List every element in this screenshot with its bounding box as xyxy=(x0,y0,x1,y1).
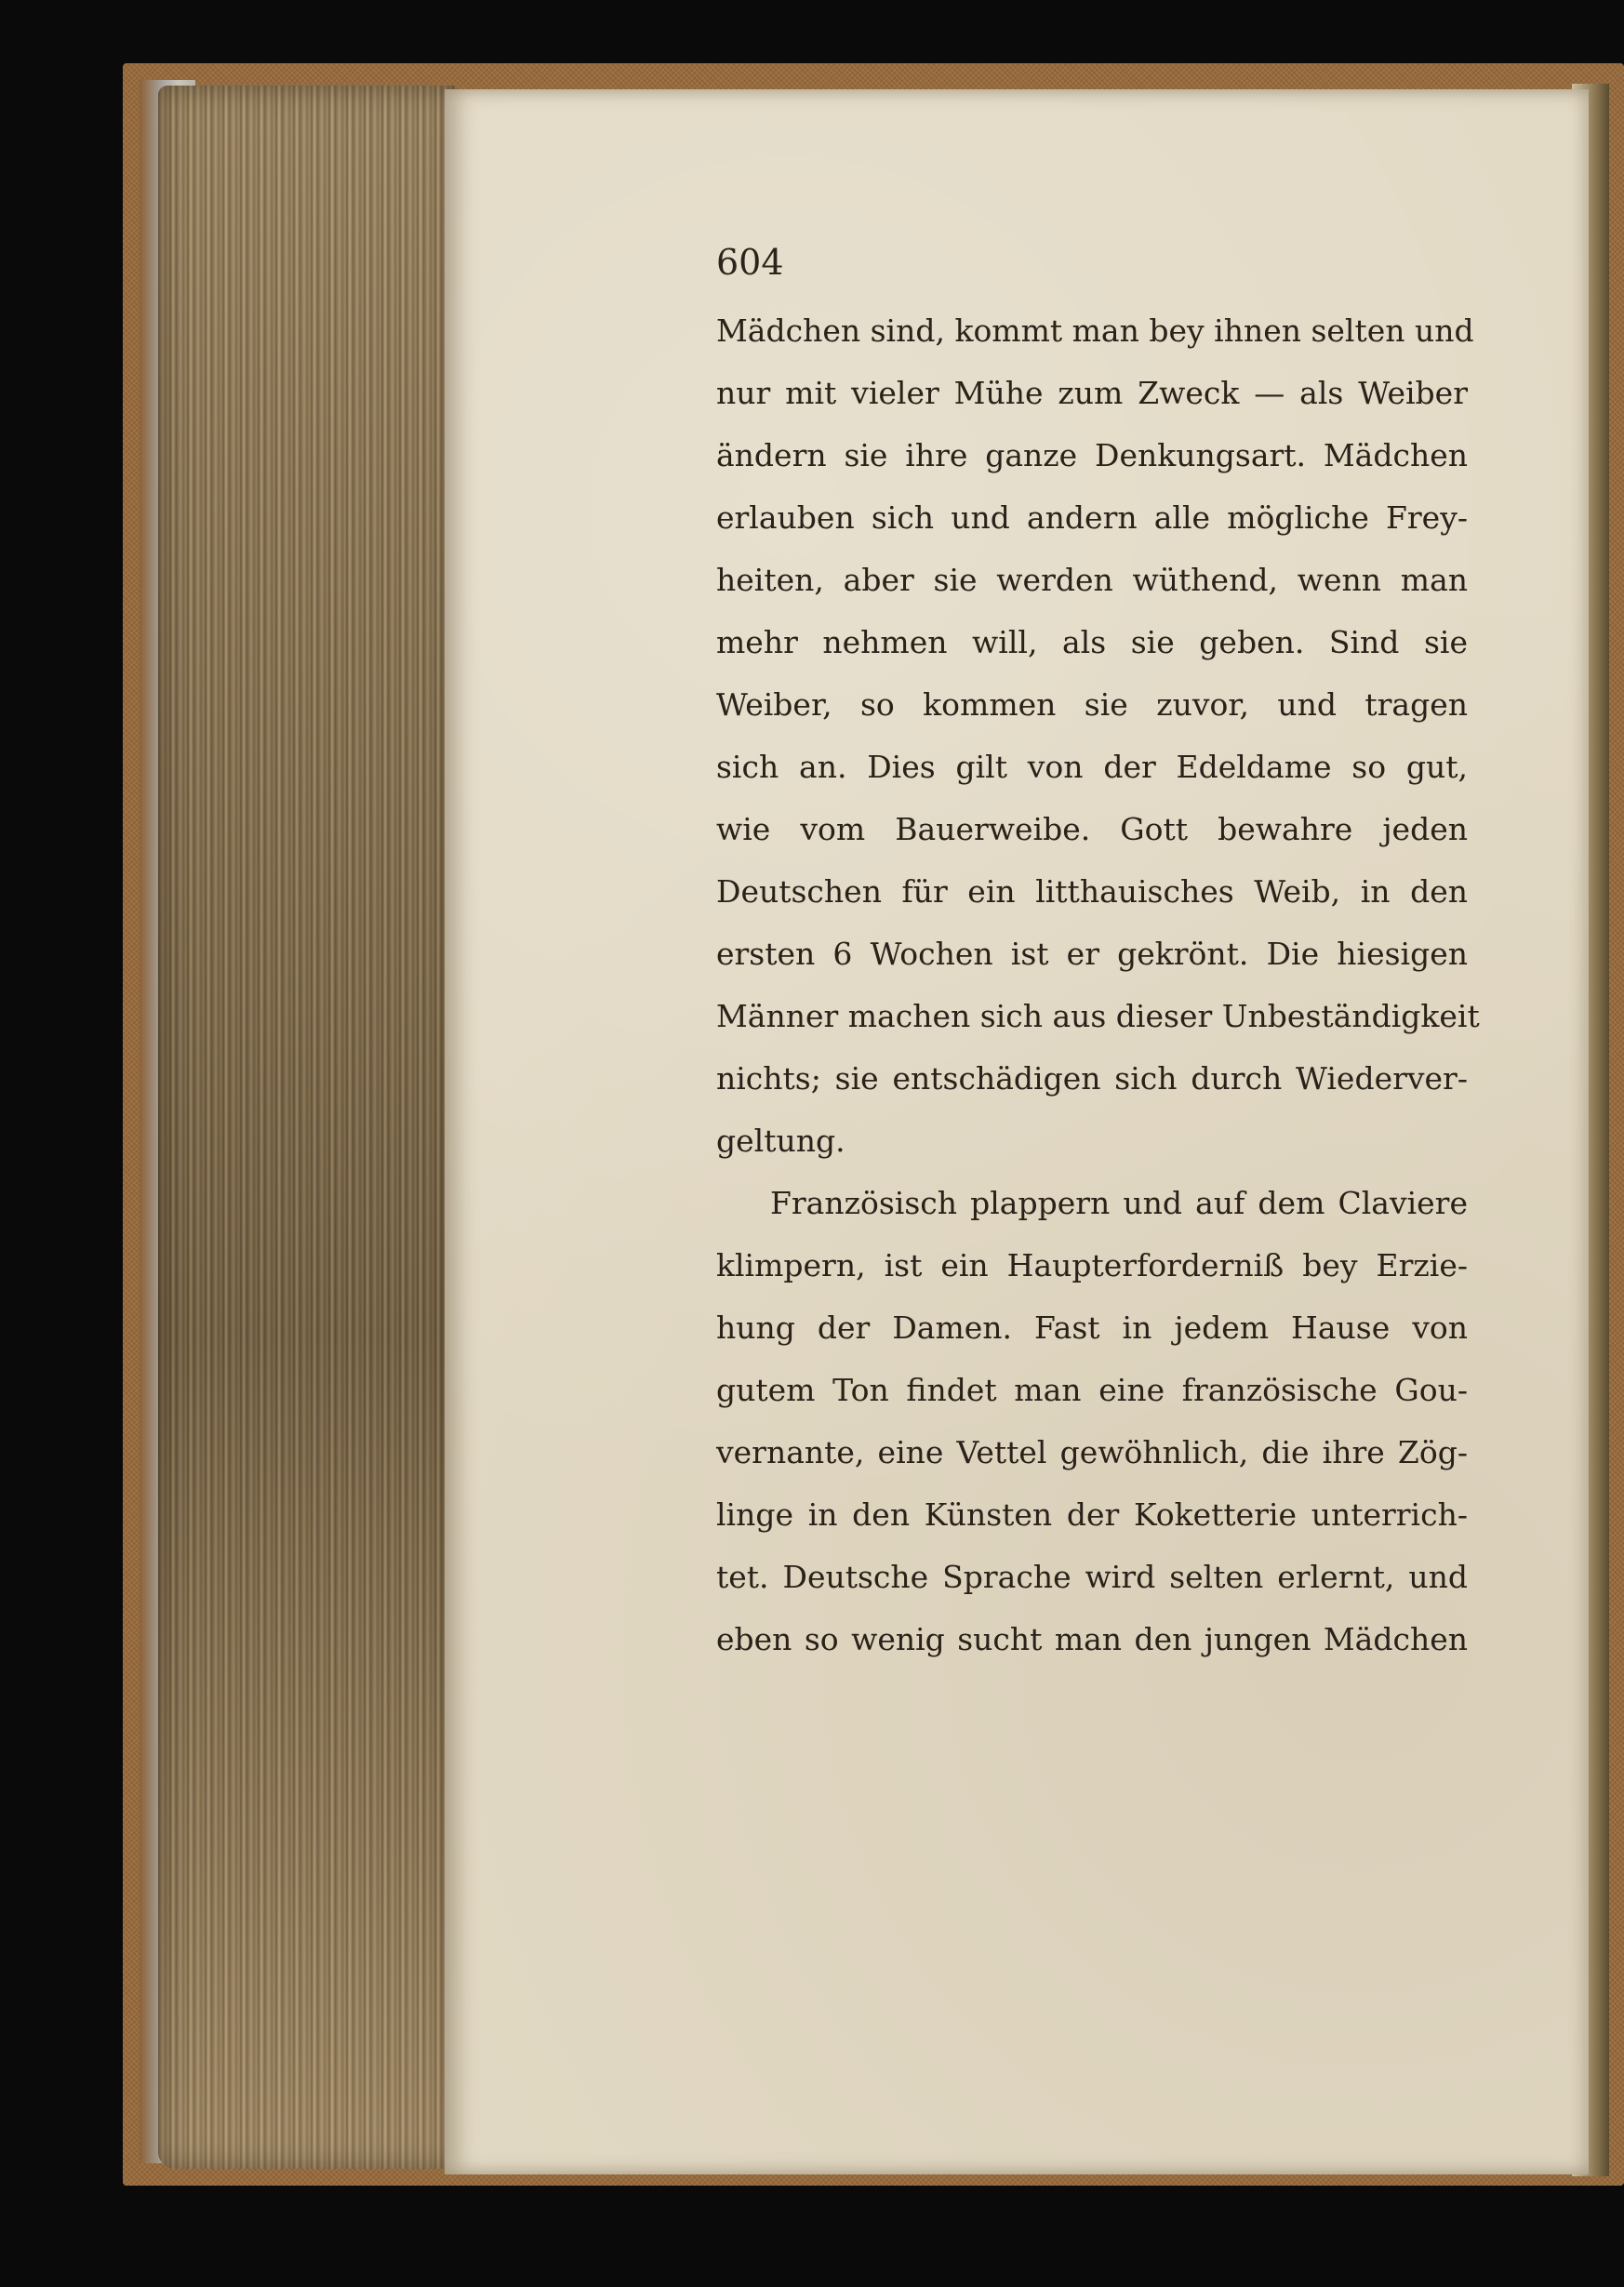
text-line: Weiber, so kommen sie zuvor, und tragen xyxy=(716,686,1468,723)
text-line: klimpern, ist ein Haupterforderniß bey Erzie- xyxy=(716,1247,1468,1283)
text-line: nichts; sie entschädigen sich durch Wiederver- xyxy=(716,1060,1468,1097)
text-line: eben so wenig sucht man den jungen Mädchen xyxy=(716,1621,1468,1657)
text-line: gutem Ton findet man eine französische Gou- xyxy=(716,1372,1468,1408)
text-line: Männer machen sich aus dieser Unbeständigkeit xyxy=(716,998,1480,1034)
text-line: ändern sie ihre ganze Denkungsart. Mädchen xyxy=(716,437,1468,473)
text-line: hung der Damen. Fast in jedem Hause von xyxy=(716,1310,1468,1346)
text-line: mehr nehmen will, als sie geben. Sind sie xyxy=(716,624,1468,660)
text-line: vernante, eine Vettel gewöhnlich, die ihre Zög- xyxy=(716,1434,1468,1470)
page-edges-stack xyxy=(158,86,456,2169)
text-line: Mädchen sind, kommt man bey ihnen selten und xyxy=(716,312,1474,349)
text-line: geltung. xyxy=(716,1123,845,1159)
text-line: tet. Deutsche Sprache wird selten erlernt, und xyxy=(716,1559,1468,1595)
book-page xyxy=(445,89,1589,2174)
text-line: nur mit vieler Mühe zum Zweck — als Weiber xyxy=(716,375,1468,411)
text-line: erlauben sich und andern alle mögliche Frey- xyxy=(716,499,1468,536)
text-line: linge in den Künsten der Koketterie unterrich- xyxy=(716,1496,1468,1533)
text-line: wie vom Bauerweibe. Gott bewahre jeden xyxy=(716,811,1468,847)
page-text xyxy=(716,299,1480,1670)
text-line: sich an. Dies gilt von der Edeldame so gut, xyxy=(716,749,1468,785)
text-line: ersten 6 Wochen ist er gekrönt. Die hiesigen xyxy=(716,936,1468,972)
text-line: Deutschen für ein litthauisches Weib, in den xyxy=(716,873,1468,910)
text-line: Französisch plappern und auf dem Claviere xyxy=(770,1185,1468,1221)
page-number: 604 xyxy=(716,242,784,283)
text-line: heiten, aber sie werden wüthend, wenn man xyxy=(716,562,1468,598)
